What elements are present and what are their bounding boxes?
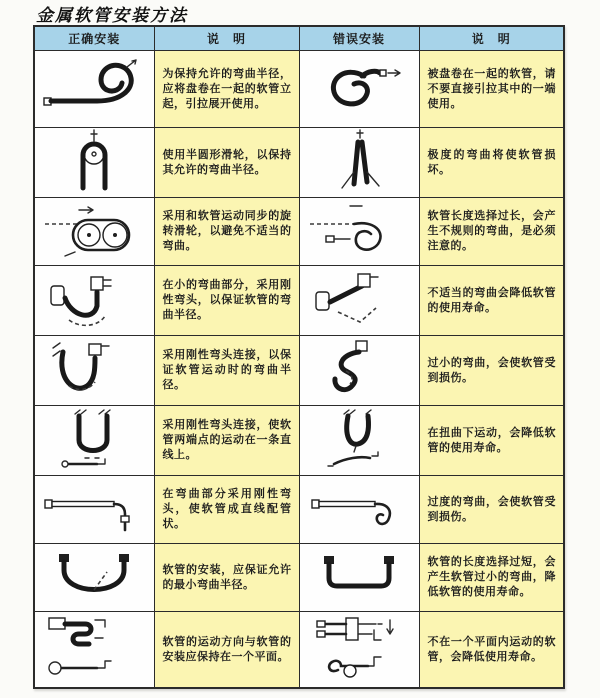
wrong-image-cell-3 xyxy=(299,198,419,266)
correct-image-cell-4 xyxy=(34,266,154,336)
correct-desc-8: 软管的安装，应保证允许的最小弯曲半径。 xyxy=(154,544,299,612)
page-title: 金属软管安装方法 xyxy=(36,6,188,25)
wrong-image-cell-4 xyxy=(299,266,419,336)
correct-desc-6: 采用刚性弯头连接，使软管两端点的运动在一条直线上。 xyxy=(154,406,299,476)
correct-image-cell-5 xyxy=(34,336,154,406)
correct-desc-4: 在小的弯曲部分，采用刚性弯头，以保证软管的弯曲半径。 xyxy=(154,266,299,336)
short-hose-flat-u-icon xyxy=(304,544,414,606)
correct-desc-2: 使用半圆形滑轮，以保持其允许的弯曲半径。 xyxy=(154,128,299,198)
table-row xyxy=(34,544,564,612)
rigid-elbow-motion-icon xyxy=(39,336,149,400)
correct-desc-5: 采用刚性弯头连接，以保证软管运动时的弯曲半径。 xyxy=(154,336,299,406)
wrong-image-cell-9 xyxy=(299,612,419,689)
correct-image-cell-6 xyxy=(34,406,154,476)
coil-pulled-from-end-icon xyxy=(304,54,414,120)
wrong-desc-5: 过小的弯曲，会使软管受到损伤。 xyxy=(419,336,564,406)
straight-piping-elbow-icon xyxy=(39,476,149,538)
wrong-image-cell-8 xyxy=(299,544,419,612)
wrong-image-cell-7 xyxy=(299,476,419,544)
wrong-desc-8: 软管的长度选择过短，会产生软管过小的弯曲，降低软管的使用寿命。 xyxy=(419,544,564,612)
correct-desc-9: 软管的运动方向与软管的安装应保持在一个平面。 xyxy=(154,612,299,689)
installation-method-table xyxy=(33,25,565,689)
correct-desc-7: 在弯曲部分采用刚性弯头，使软管成直线配管状。 xyxy=(154,476,299,544)
minimum-bend-radius-u-icon xyxy=(39,544,149,606)
table-row xyxy=(34,336,564,406)
correct-image-cell-1 xyxy=(34,51,154,128)
irregular-loop-icon xyxy=(304,198,414,260)
header-correct-install: 正确安装 xyxy=(34,26,154,51)
wrong-desc-3: 软管长度选择过长，会产生不规则的弯曲，是必须注意的。 xyxy=(419,198,564,266)
correct-desc-3: 采用和软管运动同步的旋转滑轮，以避免不适当的弯曲。 xyxy=(154,198,299,266)
wrong-desc-1: 被盘卷在一起的软管，请不要直接引拉其中的一端使用。 xyxy=(419,51,564,128)
correct-image-cell-9 xyxy=(34,612,154,689)
correct-desc-1: 为保持允许的弯曲半径，应将盘卷在一起的软管立起，引拉展开使用。 xyxy=(154,51,299,128)
table-row xyxy=(34,476,564,544)
wrong-image-cell-5 xyxy=(299,336,419,406)
coiled-hose-stood-up-icon xyxy=(39,54,149,120)
wrong-desc-4: 不适当的弯曲会降低软管的使用寿命。 xyxy=(419,266,564,336)
wrong-image-cell-6 xyxy=(299,406,419,476)
table-row xyxy=(34,406,564,476)
rotating-pulleys-icon xyxy=(39,198,149,260)
out-of-plane-motion-icon xyxy=(304,612,414,682)
improper-bend-icon xyxy=(304,266,414,330)
header-wrong-description: 说 明 xyxy=(419,26,564,51)
twist-motion-icon xyxy=(304,406,414,470)
correct-image-cell-7 xyxy=(34,476,154,544)
extreme-bend-icon xyxy=(304,128,414,192)
table-row xyxy=(34,51,564,128)
table-row xyxy=(34,266,564,336)
semicircular-pulley-icon xyxy=(39,128,149,192)
wrong-desc-2: 极度的弯曲将使软管损坏。 xyxy=(419,128,564,198)
wrong-desc-6: 在扭曲下运动，会降低软管的使用寿命。 xyxy=(419,406,564,476)
one-plane-motion-icon xyxy=(39,612,149,682)
table-header-row xyxy=(34,26,564,51)
table-row xyxy=(34,198,564,266)
wrong-desc-9: 不在一个平面内运动的软管，会降低使用寿命。 xyxy=(419,612,564,689)
straight-line-motion-icon xyxy=(39,406,149,470)
rigid-elbow-small-bend-icon xyxy=(39,266,149,330)
too-small-bend-icon xyxy=(304,336,414,400)
header-wrong-install: 错误安装 xyxy=(299,26,419,51)
wrong-desc-7: 过度的弯曲，会使软管受到损伤。 xyxy=(419,476,564,544)
wrong-image-cell-1 xyxy=(299,51,419,128)
table-row xyxy=(34,612,564,689)
correct-image-cell-8 xyxy=(34,544,154,612)
excessive-end-bend-icon xyxy=(304,476,414,538)
wrong-image-cell-2 xyxy=(299,128,419,198)
correct-image-cell-3 xyxy=(34,198,154,266)
table-row xyxy=(34,128,564,198)
header-correct-description: 说 明 xyxy=(154,26,299,51)
correct-image-cell-2 xyxy=(34,128,154,198)
